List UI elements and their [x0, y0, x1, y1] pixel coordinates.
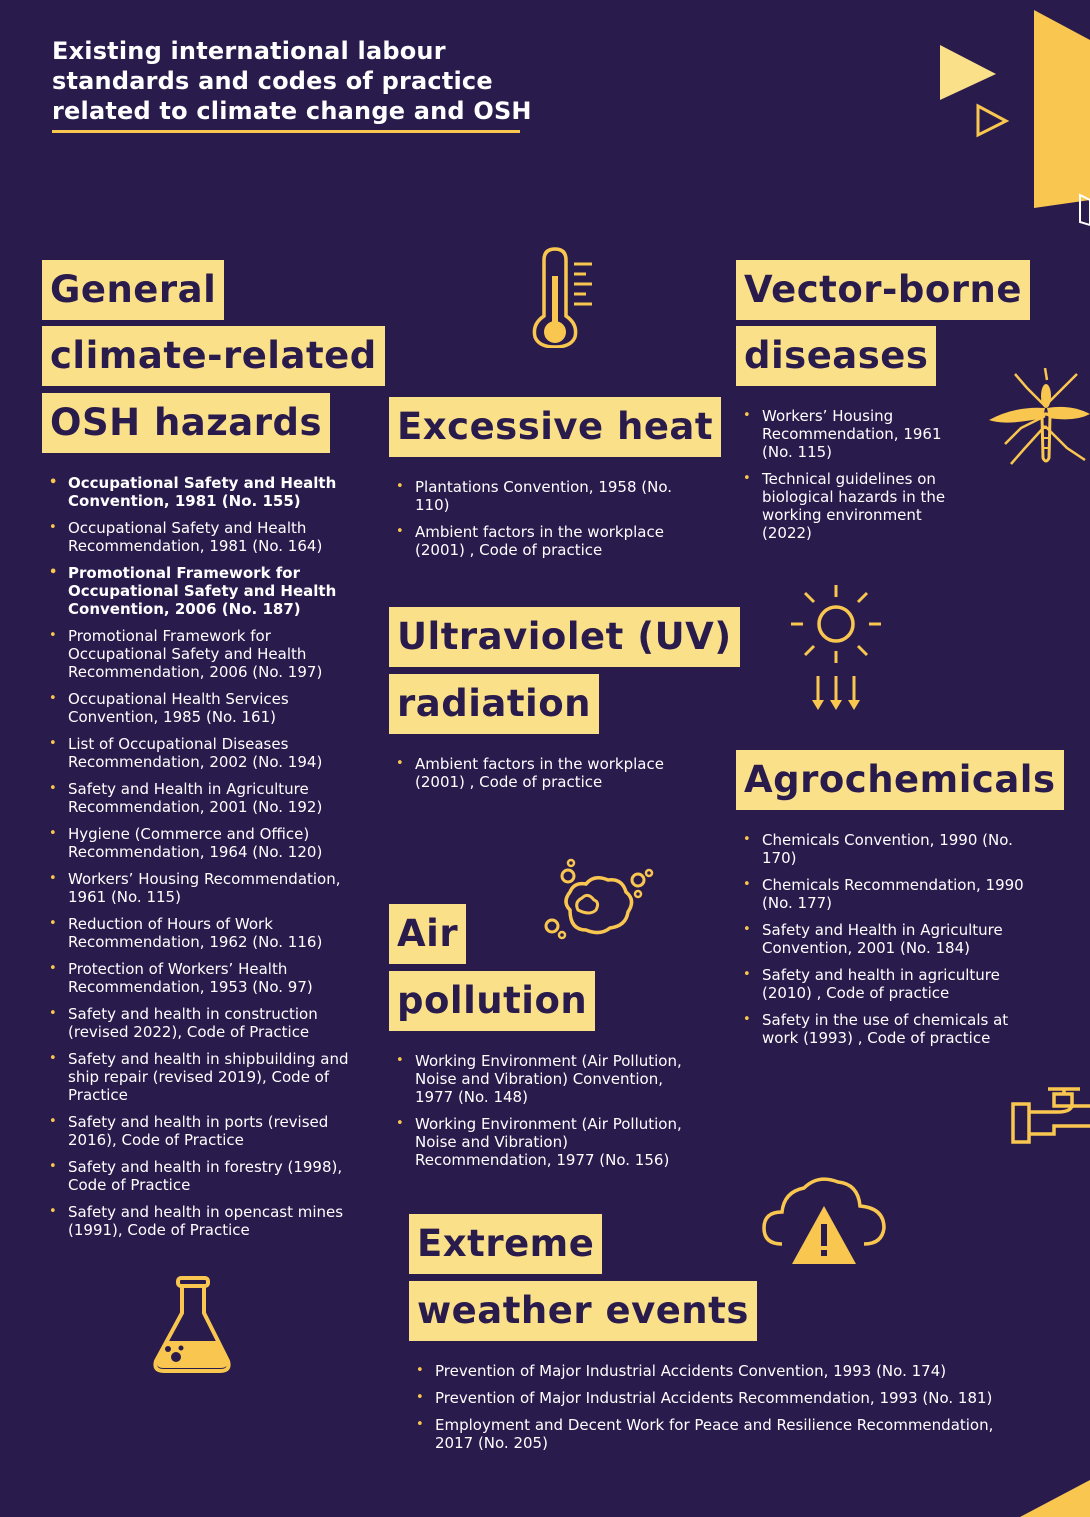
title-underline	[52, 130, 520, 133]
list-item: • Workers’ Housing Recommendation, 1961 (No. 115)	[736, 407, 976, 461]
heat-standards-list	[389, 478, 699, 568]
flask-icon	[150, 1275, 234, 1377]
page-title: Existing international labour standards and codes of practice related to climate change and OSH	[52, 37, 532, 125]
air-standards-list	[389, 1052, 699, 1178]
list-item: • List of Occupational Diseases Recommendation, 2002 (No. 194)	[42, 735, 362, 771]
mosquito-icon	[985, 368, 1090, 468]
heat-heading: Excessive heat	[389, 397, 721, 457]
sun-icon	[788, 582, 884, 712]
list-item: • Safety and health in ports (revised 2016), Code of Practice	[42, 1113, 362, 1149]
list-item: • Workers’ Housing Recommendation, 1961 (No. 115)	[42, 870, 362, 906]
uv-standards-list	[389, 755, 699, 800]
agro-standards-list	[736, 831, 1046, 1056]
list-item: • Working Environment (Air Pollution, Noise and Vibration) Recommendation, 1977 (No. 156)	[389, 1115, 699, 1169]
bubbles-icon	[540, 858, 660, 942]
list-item: • Promotional Framework for Occupational Safety and Health Recommendation, 2006 (No. 197)	[42, 627, 362, 681]
list-item: • Ambient factors in the workplace (2001) , Code of practice	[389, 755, 699, 791]
air-heading-line-1: Air	[389, 904, 466, 964]
list-item: • Reduction of Hours of Work Recommendation, 1962 (No. 116)	[42, 915, 362, 951]
list-item: • Prevention of Major Industrial Accidents Recommendation, 1993 (No. 181)	[409, 1389, 1009, 1407]
list-item: • Promotional Framework for Occupational Safety and Health Convention, 2006 (No. 187)	[42, 564, 362, 618]
general-heading-line-1: General	[42, 260, 224, 320]
uv-heading-line-2: radiation	[389, 674, 599, 734]
list-item: • Prevention of Major Industrial Accidents Convention, 1993 (No. 174)	[409, 1362, 1009, 1380]
list-item: • Protection of Workers’ Health Recommendation, 1953 (No. 97)	[42, 960, 362, 996]
extreme-heading-line-2: weather events	[409, 1281, 757, 1341]
agro-heading: Agrochemicals	[736, 750, 1064, 810]
list-item: • Safety and health in construction (revised 2022), Code of Practice	[42, 1005, 362, 1041]
vector-heading-line-1: Vector-borne	[736, 260, 1030, 320]
corner-triangle-decoration	[1020, 1480, 1090, 1517]
list-item: • Technical guidelines on biological hazards in the working environment (2022)	[736, 470, 976, 542]
faucet-icon	[1010, 1086, 1090, 1148]
uv-heading-line-1: Ultraviolet (UV)	[389, 607, 740, 667]
list-item: • Safety and Health in Agriculture Recommendation, 2001 (No. 192)	[42, 780, 362, 816]
list-item: • Occupational Health Services Convention, 1985 (No. 161)	[42, 690, 362, 726]
general-standards-list	[42, 474, 362, 1248]
vector-standards-list	[736, 407, 976, 551]
list-item: • Chemicals Recommendation, 1990 (No. 177)	[736, 876, 1046, 912]
list-item: • Safety and Health in Agriculture Convention, 2001 (No. 184)	[736, 921, 1046, 957]
list-item: • Occupational Safety and Health Convention, 1981 (No. 155)	[42, 474, 362, 510]
extreme-standards-list	[409, 1362, 1009, 1461]
general-heading-line-2: climate-related	[42, 326, 385, 386]
list-item: • Safety and health in agriculture (2010) , Code of practice	[736, 966, 1046, 1002]
list-item: • Safety in the use of chemicals at work (1993) , Code of practice	[736, 1011, 1046, 1047]
list-item: • Chemicals Convention, 1990 (No. 170)	[736, 831, 1046, 867]
list-item: • Safety and health in forestry (1998), Code of Practice	[42, 1158, 362, 1194]
extreme-heading-line-1: Extreme	[409, 1214, 602, 1274]
list-item: • Employment and Decent Work for Peace and Resilience Recommendation, 2017 (No. 205)	[409, 1416, 1009, 1452]
list-item: • Safety and health in opencast mines (1991), Code of Practice	[42, 1203, 362, 1239]
air-heading-line-2: pollution	[389, 971, 595, 1031]
list-item: • Occupational Safety and Health Recommendation, 1981 (No. 164)	[42, 519, 362, 555]
cloud-warning-icon	[760, 1172, 888, 1268]
play-triangles-decoration	[930, 0, 1090, 230]
thermometer-icon	[528, 246, 598, 348]
vector-heading-line-2: diseases	[736, 326, 936, 386]
list-item: • Plantations Convention, 1958 (No. 110)	[389, 478, 699, 514]
general-heading-line-3: OSH hazards	[42, 393, 330, 453]
list-item: • Hygiene (Commerce and Office) Recommendation, 1964 (No. 120)	[42, 825, 362, 861]
list-item: • Ambient factors in the workplace (2001) , Code of practice	[389, 523, 699, 559]
list-item: • Working Environment (Air Pollution, Noise and Vibration) Convention, 1977 (No. 148)	[389, 1052, 699, 1106]
list-item: • Safety and health in shipbuilding and ship repair (revised 2019), Code of Practice	[42, 1050, 362, 1104]
